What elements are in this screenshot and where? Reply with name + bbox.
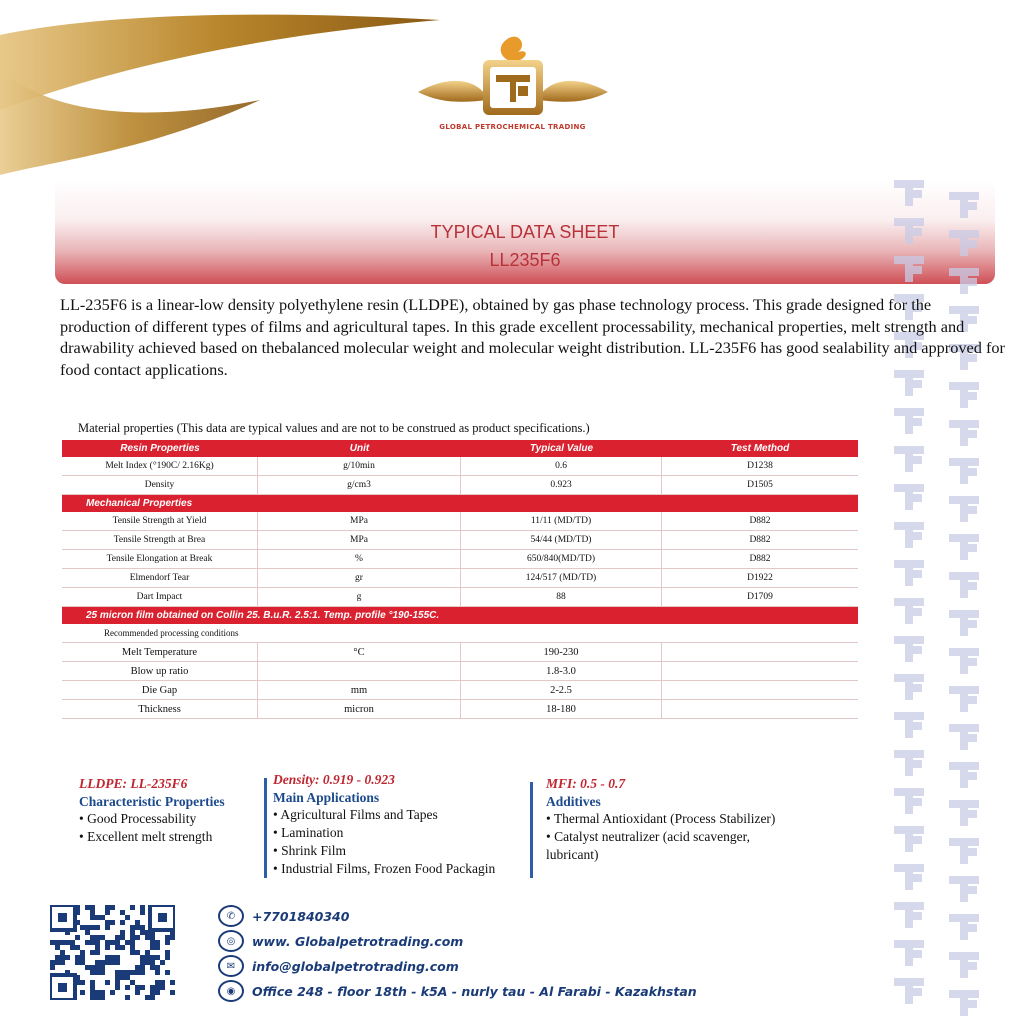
watermark-logo-mark [894, 256, 924, 282]
mfi-label: MFI: 0.5 - 0.7 [546, 776, 626, 791]
property-method: D882 [749, 554, 771, 564]
watermark-logo-mark [894, 902, 924, 928]
section-title: Mechanical Properties [86, 498, 193, 509]
table-row [62, 700, 858, 719]
watermark-logo-mark [894, 598, 924, 624]
contact-phone[interactable] [218, 905, 349, 927]
watermark-logo-mark [894, 484, 924, 510]
section-title: 25 micron film obtained on Collin 25. B.u.R. 2.5:1. Temp. profile °190-155C. [86, 610, 440, 621]
table-row [62, 550, 858, 569]
property-unit: g/cm3 [258, 476, 461, 494]
watermark-logo-mark [894, 636, 924, 662]
watermark-logo-mark [949, 914, 979, 940]
watermark-logo-mark [894, 788, 924, 814]
property-name: Tensile Strength at Yield [62, 512, 258, 530]
property-method: D1238 [747, 461, 773, 471]
table-row [62, 662, 858, 681]
company-name: GLOBAL PETROCHEMICAL TRADING [439, 123, 586, 131]
phone-number[interactable]: +7701840340 [252, 908, 350, 924]
property-value: 54/44 (MD/TD) [461, 531, 662, 549]
condition-method [662, 681, 858, 699]
watermark-logo-mark [949, 534, 979, 560]
watermark-logo-mark [949, 572, 979, 598]
list-item: lubricant) [546, 847, 599, 862]
watermark-logo-mark [894, 560, 924, 586]
column-divider [530, 782, 533, 878]
list-item: • Thermal Antioxidant (Process Stabilizer) [546, 811, 776, 826]
header-unit: Unit [349, 443, 370, 454]
website-link[interactable]: www. Globalpetrotrading.com [252, 933, 464, 949]
characteristics-column [79, 776, 225, 846]
watermark-logo-mark [949, 496, 979, 522]
watermark-logo-mark [894, 864, 924, 890]
watermark-logo-mark [949, 230, 979, 256]
condition-value: 1.8-3.0 [461, 662, 662, 680]
property-value: 11/11 (MD/TD) [461, 512, 662, 530]
watermark-logo-mark [894, 522, 924, 548]
watermark-logo-mark [949, 686, 979, 712]
watermark-logo-mark [894, 978, 924, 1004]
applications-heading: Main Applications [273, 790, 380, 805]
header-resin-properties: Resin Properties [120, 443, 200, 454]
watermark-logo-mark [949, 800, 979, 826]
sheet-title: TYPICAL DATA SHEET [430, 222, 620, 242]
property-method: D882 [749, 535, 771, 545]
property-method: D1922 [747, 573, 773, 583]
property-value: 650/840(MD/TD) [461, 550, 662, 568]
phone-icon: ✆ [218, 905, 244, 927]
condition-value: 190-230 [461, 643, 662, 661]
column-divider [264, 778, 267, 878]
property-name: Melt Index (°190C/ 2.16Kg) [62, 457, 258, 475]
condition-value: 2-2.5 [461, 681, 662, 699]
watermark-logo-mark [894, 712, 924, 738]
list-item: • Catalyst neutralizer (acid scavenger, [546, 829, 750, 844]
recommended-conditions-label: Recommended processing conditions [104, 628, 239, 638]
property-value: 88 [461, 588, 662, 606]
email-link[interactable]: info@globalpetrotrading.com [252, 958, 459, 974]
grade-label: LLDPE: LL-235F6 [79, 776, 188, 791]
contact-email[interactable] [218, 955, 459, 977]
watermark-logo-mark [949, 838, 979, 864]
watermark-logo-mark [949, 420, 979, 446]
watermark-logo-mark [949, 724, 979, 750]
watermark-logo-mark [949, 952, 979, 978]
property-unit: % [258, 550, 461, 568]
watermark-logo-mark [894, 218, 924, 244]
property-value: 0.923 [461, 476, 662, 494]
property-name: Tensile Strength at Brea [62, 531, 258, 549]
location-icon: ◉ [218, 980, 244, 1002]
watermark-logo-mark [949, 458, 979, 484]
list-item: • Excellent melt strength [79, 829, 213, 844]
watermark-logo-mark [949, 876, 979, 902]
property-method: D1505 [747, 480, 773, 490]
table-header [62, 440, 858, 457]
condition-unit [258, 662, 461, 680]
watermark-logo-mark [894, 750, 924, 776]
property-name: Dart Impact [62, 588, 258, 606]
condition-unit: micron [258, 700, 461, 718]
density-label: Density: 0.919 - 0.923 [273, 772, 395, 787]
watermark-logo-mark [949, 610, 979, 636]
header-test-method: Test Method [730, 443, 790, 454]
company-logo [418, 30, 608, 135]
watermark-logo-mark [949, 268, 979, 294]
mechanical-section-header [62, 495, 858, 512]
list-item: • Good Processability [79, 811, 197, 826]
list-item: • Agricultural Films and Tapes [273, 807, 438, 822]
additives-heading: Additives [546, 794, 601, 809]
property-name: Tensile Elongation at Break [62, 550, 258, 568]
watermark-logo-mark [894, 446, 924, 472]
watermark-logo-mark [894, 180, 924, 206]
product-description: LL-235F6 is a linear-low density polyethylene resin (LLDPE), obtained by gas phase technology process. This grade designed for the production of different types of films and agricultural tapes. In this grade excellent processability, mechanical properties, melt strength and drawability achieved based on thebalanced molecular weight and molecular weight distribution. LL-235F6 has good sealability and approved for food contact applications. [60, 295, 1005, 379]
address-text: Office 248 - floor 18th - k5A - nurly tau - Al Farabi - Kazakhstan [252, 983, 697, 999]
condition-name: Melt Temperature [62, 643, 258, 661]
property-unit: gr [258, 569, 461, 587]
property-unit: MPa [258, 531, 461, 549]
characteristics-heading: Characteristic Properties [79, 794, 225, 809]
table-row [62, 569, 858, 588]
table-note: Material properties (This data are typical values and are not to be construed as product specifications.) [78, 421, 590, 435]
sheet-subtitle: LL235F6 [489, 250, 561, 270]
property-method: D1709 [747, 592, 773, 602]
table-row [62, 588, 858, 607]
mail-icon: ✉ [218, 955, 244, 977]
property-name: Density [62, 476, 258, 494]
list-item: • Industrial Films, Frozen Food Packagin [273, 861, 496, 876]
qr-code [50, 905, 175, 1000]
condition-unit: mm [258, 681, 461, 699]
table-row [62, 512, 858, 531]
watermark-logo-mark [949, 192, 979, 218]
film-section-header [62, 607, 858, 624]
additives-column [546, 776, 775, 864]
list-item: • Lamination [273, 825, 344, 840]
contact-address [218, 980, 697, 1002]
condition-method [662, 662, 858, 680]
property-unit: MPa [258, 512, 461, 530]
watermark-logo-mark [949, 382, 979, 408]
applications-column [273, 772, 495, 878]
contact-website[interactable] [218, 930, 463, 952]
table-row [62, 457, 858, 476]
property-name: Elmendorf Tear [62, 569, 258, 587]
condition-method [662, 643, 858, 661]
gold-swoosh-decoration [0, 0, 460, 190]
table-row [62, 643, 858, 662]
watermark-logo-mark [894, 674, 924, 700]
watermark-logo-mark [894, 940, 924, 966]
property-method: D882 [749, 516, 771, 526]
globe-icon: ◎ [218, 930, 244, 952]
recommended-conditions-row [62, 624, 858, 643]
property-unit: g/10min [258, 457, 461, 475]
condition-name: Die Gap [62, 681, 258, 699]
header-typical-value: Typical Value [529, 443, 594, 454]
property-unit: g [258, 588, 461, 606]
property-value: 124/517 (MD/TD) [461, 569, 662, 587]
condition-name: Blow up ratio [62, 662, 258, 680]
table-row [62, 681, 858, 700]
condition-name: Thickness [62, 700, 258, 718]
watermark-logo-mark [949, 762, 979, 788]
property-value: 0.6 [461, 457, 662, 475]
properties-table [62, 440, 858, 719]
list-item: • Shrink Film [273, 843, 346, 858]
condition-value: 18-180 [461, 700, 662, 718]
table-row [62, 531, 858, 550]
watermark-logo-mark [894, 826, 924, 852]
watermark-logo-mark [894, 408, 924, 434]
watermark-logo-mark [949, 990, 979, 1016]
table-row [62, 476, 858, 495]
condition-method [662, 700, 858, 718]
condition-unit: °C [258, 643, 461, 661]
watermark-logo-mark [949, 648, 979, 674]
